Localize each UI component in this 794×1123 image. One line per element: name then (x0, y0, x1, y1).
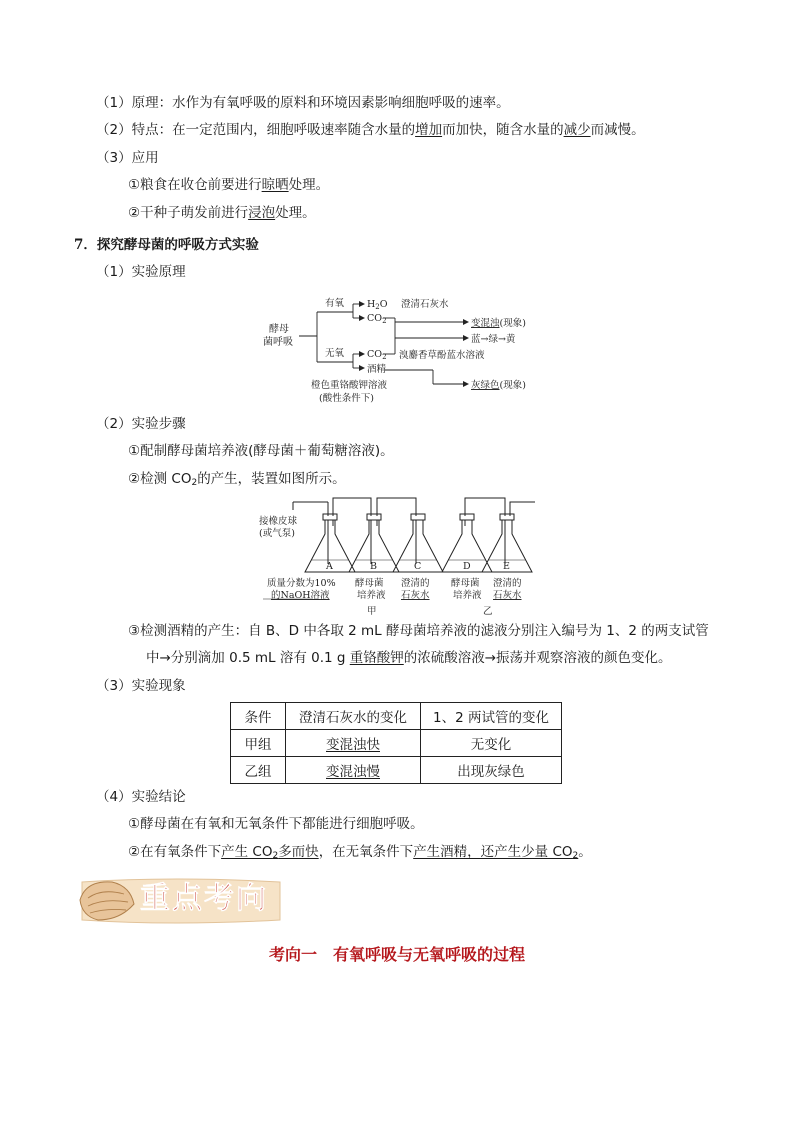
step-1: ①配制酵母菌培养液(酵母菌＋葡萄糖溶液)。 (128, 443, 394, 459)
phenomena-heading: （3）实验现象 (96, 678, 186, 694)
section-7-title: 7．探究酵母菌的呼吸方式实验 (74, 237, 259, 253)
bulb-label-1: 接橡皮球 (259, 516, 298, 527)
svg-text:CO2: $CO_2$ (367, 313, 387, 325)
diagram-limewater: 澄清石灰水 (401, 299, 449, 310)
diagram-root-2: 菌呼吸 (263, 337, 293, 348)
banner-title: 重点考向 (140, 881, 268, 916)
diagram-dichromate-1: 橙色重铬酸钾溶液 (311, 380, 388, 391)
flask-d: D (463, 561, 471, 572)
svg-text:CO2: $CO_2$ (367, 349, 387, 361)
label-e-2: 石灰水 (493, 590, 522, 601)
label-a-1: 质量分数为10% (267, 578, 336, 589)
conclusion-heading: （4）实验结论 (96, 789, 186, 805)
flask-e: E (503, 561, 510, 572)
diagram-root-1: 酵母 (269, 324, 289, 335)
table-header: 澄清石灰水的变化 (286, 703, 421, 730)
diagram-alcohol: 酒精 (367, 364, 387, 375)
group-jia: 甲 (367, 606, 377, 617)
table-header-row (231, 703, 562, 730)
table-cell: 变混浊慢 (286, 757, 421, 784)
steps-heading: （2）实验步骤 (96, 416, 186, 432)
label-d-1: 酵母菌 (451, 578, 480, 589)
key-points-banner (74, 872, 286, 926)
step-2: ②检测 $CO_2$的产生，装置如图所示。 (128, 471, 346, 488)
svg-text:H2O: $H_2O$ (367, 299, 388, 311)
para-feature: （2）特点：在一定范围内，细胞呼吸速率随含水量的增加而加快，随含水量的减少而减慢。 (96, 122, 645, 138)
para-application-heading: （3）应用 (96, 150, 159, 166)
label-d-2: 培养液 (453, 590, 482, 601)
label-a-2: 的NaOH溶液 (271, 590, 330, 601)
bulb-label-2: (或气泵) (259, 528, 295, 539)
principle-heading: （1）实验原理 (96, 264, 186, 280)
table-header: 1、2 两试管的变化 (421, 703, 562, 730)
label-b-2: 培养液 (357, 590, 386, 601)
diagram-color-change: 蓝→绿→黄 (471, 334, 516, 345)
diagram-bromothymol: 溴麝香草酚蓝水溶液 (399, 350, 485, 361)
principle-diagram (255, 292, 555, 406)
phenomena-table (230, 702, 562, 784)
label-c-1: 澄清的 (401, 578, 430, 589)
diagram-aerobic: 有氧 (325, 298, 345, 309)
flask-b: B (370, 561, 377, 572)
label-e-1: 澄清的 (493, 578, 522, 589)
application-item-2: ②干种子萌发前进行浸泡处理。 (128, 205, 316, 221)
step-3-line-2: 中→分别滴加 0.5 mL 溶有 0.1 g 重铬酸钾的浓硫酸溶液→振荡并观察溶液的颜色变化。 (146, 650, 672, 666)
table-row (231, 730, 562, 757)
apparatus-diagram (255, 494, 545, 620)
group-yi: 乙 (483, 606, 493, 617)
diagram-anaerobic: 无氧 (325, 348, 345, 359)
label-b-1: 酵母菌 (355, 578, 384, 589)
table-cell: 甲组 (231, 730, 286, 757)
svg-text:变混浊(现象): 变混浊(现象) (471, 318, 526, 329)
table-cell: 无变化 (421, 730, 562, 757)
table-cell: 变混浊快 (286, 730, 421, 757)
topic-heading: 考向一 有氧呼吸与无氧呼吸的过程 (268, 945, 525, 964)
svg-text:灰绿色(现象): 灰绿色(现象) (471, 380, 526, 391)
para-principle: （1）原理：水作为有氧呼吸的原料和环境因素影响细胞呼吸的速率。 (96, 95, 510, 111)
flask-c: C (414, 561, 422, 572)
label-c-2: 石灰水 (401, 590, 430, 601)
table-cell: 乙组 (231, 757, 286, 784)
table-cell: 出现灰绿色 (421, 757, 562, 784)
application-item-1: ①粮食在收仓前要进行晾晒处理。 (128, 177, 330, 193)
flask-a: A (326, 561, 333, 572)
conclusion-2: ②在有氧条件下产生 $CO_2$多而快，在无氧条件下产生酒精，还产生少量 $CO_2$。 (128, 844, 592, 861)
table-header: 条件 (231, 703, 286, 730)
step-3-line-1: ③检测酒精的产生：自 B、D 中各取 2 mL 酵母菌培养液的滤液分别注入编号为 1、2 的两支试管 (128, 623, 709, 639)
table-row (231, 757, 562, 784)
conclusion-1: ①酵母菌在有氧和无氧条件下都能进行细胞呼吸。 (128, 816, 424, 832)
diagram-dichromate-2: (酸性条件下) (319, 393, 374, 404)
